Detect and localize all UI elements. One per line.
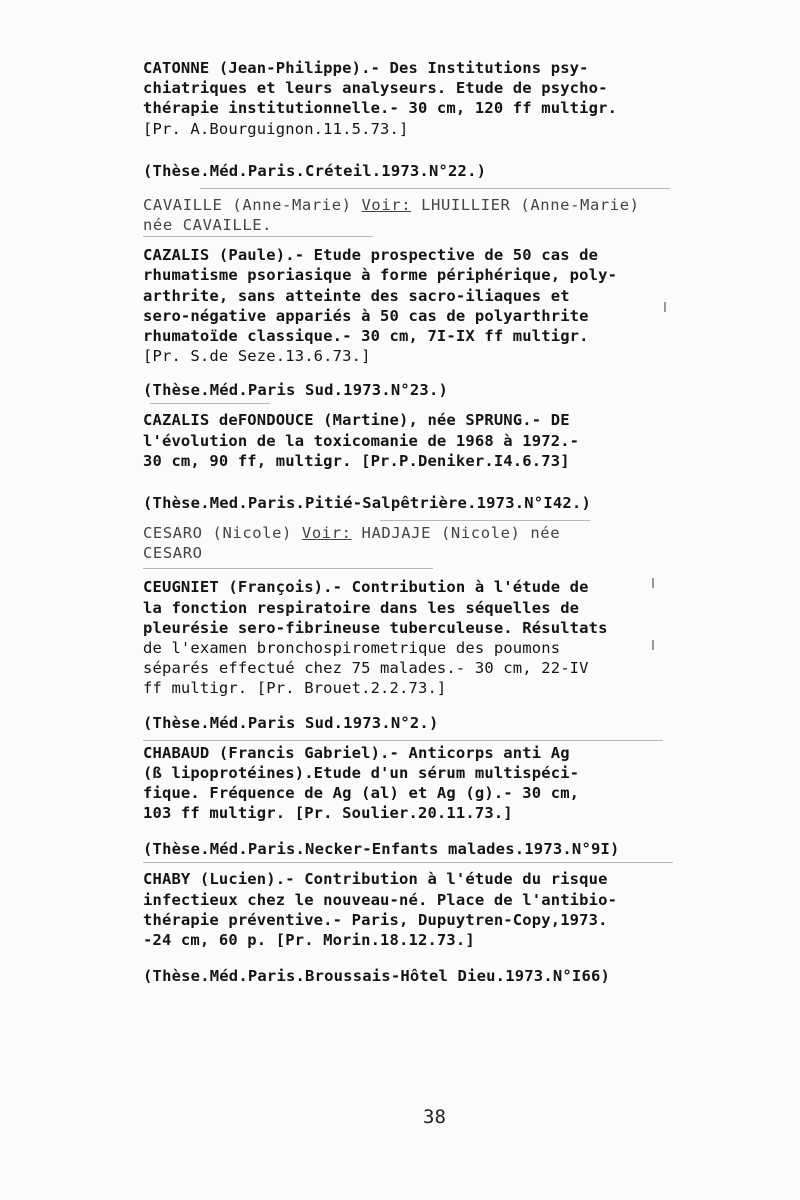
entry-line: chiatriques et leurs analyseurs. Etude de psycho- [143, 79, 608, 98]
thesis-reference: (Thèse.Méd.Paris.Créteil.1973.N°22.) [143, 161, 487, 180]
cross-ref-target: LHUILLIER (Anne-Marie) [411, 195, 640, 214]
entry-line: CEUGNIET (François).- Contribution à l'étude de [143, 578, 589, 597]
entry-line: -24 cm, 60 p. [Pr. Morin.18.12.73.] [143, 931, 475, 950]
thesis-reference: (Thèse.Med.Paris.Pitié-Salpêtrière.1973.N°I42.) [143, 494, 591, 513]
bibliography-entry [143, 245, 683, 400]
entry-line: infectieux chez le nouveau-né. Place de l'antibio- [143, 890, 618, 909]
cross-reference-line [143, 524, 560, 542]
entry-line: 30 cm, 90 ff, multigr. [Pr.P.Deniker.I4.6.73] [143, 451, 570, 470]
entry-line: sero-négative appariés à 50 cas de polyarthrite [143, 306, 589, 325]
entry-line: CHABY (Lucien).- Contribution à l'étude du risque [143, 870, 608, 889]
entry-line [143, 523, 683, 543]
cross-ref-target: HADJAJE (Nicole) née [351, 524, 561, 543]
entry-line: [Pr. A.Bourguignon.11.5.73.] [143, 119, 409, 138]
entry-line: fique. Fréquence de Ag (al) et Ag (g).- 30 cm, [143, 784, 580, 803]
entry-line: [Pr. S.de Seze.13.6.73.] [143, 347, 371, 366]
see-also-label: Voir: [301, 524, 352, 543]
cross-reference-line [143, 196, 640, 214]
entry-line: CHABAUD (Francis Gabriel).- Anticorps anti Ag [143, 743, 570, 762]
cross-ref-name: CAVAILLE (Anne-Marie) [143, 195, 362, 214]
entry-line: l'évolution de la toxicomanie de 1968 à 1972.- [143, 431, 580, 450]
bibliography-entry [143, 577, 683, 732]
thesis-reference: (Thèse.Méd.Paris.Broussais-Hôtel Dieu.1973.N°I66) [143, 967, 611, 986]
entry-line: née CAVAILLE. [143, 216, 273, 235]
bibliography-entry [143, 743, 683, 860]
entry-line: rhumatisme psoriasique à forme périphérique, poly- [143, 266, 618, 285]
entry-line: 103 ff multigr. [Pr. Soulier.20.11.73.] [143, 804, 513, 823]
thesis-reference: (Thèse.Méd.Paris Sud.1973.N°23.) [143, 381, 449, 400]
page-number: 38 [423, 1106, 446, 1128]
cross-ref-name: CESARO (Nicole) [143, 524, 302, 543]
bibliography-entry [143, 869, 683, 986]
entry-line [143, 195, 683, 215]
bibliography-list [143, 58, 683, 986]
bibliography-entry [143, 410, 683, 513]
entry-line: ff multigr. [Pr. Brouet.2.2.73.] [143, 679, 447, 698]
cross-reference-entry [143, 523, 683, 563]
see-also-label: Voir: [361, 195, 412, 214]
entry-line: (ß lipoprotéines).Etude d'un sérum multispéci- [143, 763, 580, 782]
bibliography-entry [143, 58, 683, 181]
entry-line: la fonction respiratoire dans les séquelles de [143, 598, 580, 617]
entry-line: arthrite, sans atteinte des sacro-iliaques et [143, 286, 570, 305]
entry-line: thérapie institutionnelle.- 30 cm, 120 ff multigr. [143, 99, 618, 118]
entry-line: pleurésie sero-fibrineuse tuberculeuse. Résultats [143, 618, 608, 637]
entry-line: rhumatoïde classique.- 30 cm, 7I-IX ff multigr. [143, 327, 589, 346]
entry-line: séparés effectué chez 75 malades.- 30 cm, 22-IV [143, 659, 589, 678]
thesis-reference: (Thèse.Méd.Paris.Necker-Enfants malades.1973.N°9I) [143, 840, 620, 859]
entry-line: de l'examen bronchospirometrique des poumons [143, 639, 561, 658]
entry-line: CESARO [143, 544, 203, 563]
entry-line: thérapie préventive.- Paris, Dupuytren-Copy,1973. [143, 910, 608, 929]
entry-line: CAZALIS (Paule).- Etude prospective de 50 cas de [143, 246, 599, 265]
entry-line: CAZALIS deFONDOUCE (Martine), née SPRUNG.- DE [143, 411, 570, 430]
entry-line: CATONNE (Jean-Philippe).- Des Institutions psy- [143, 59, 589, 77]
thesis-reference: (Thèse.Méd.Paris Sud.1973.N°2.) [143, 713, 439, 732]
cross-reference-entry [143, 195, 683, 235]
